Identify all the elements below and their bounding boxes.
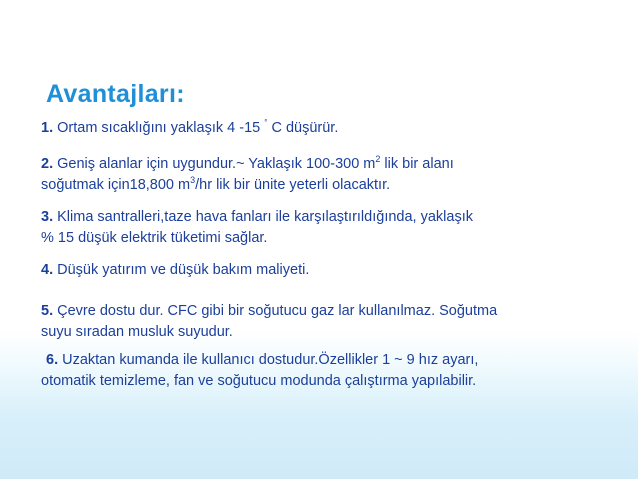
degree-symbol: ° bbox=[264, 118, 268, 127]
item-line bbox=[41, 175, 454, 196]
advantage-item-5 bbox=[41, 301, 497, 343]
item-text: Geniş alanlar için uygundur.~ Yaklaşık 100-300 m bbox=[53, 156, 376, 172]
advantage-item-4 bbox=[41, 260, 309, 281]
item-text: Düşük yatırım ve düşük bakım maliyeti. bbox=[53, 262, 310, 278]
item-number: 2. bbox=[41, 156, 54, 172]
item-text: lik bir alanı bbox=[380, 156, 454, 172]
item-number: 5. bbox=[41, 303, 54, 319]
item-line: suyu sıradan musluk suyudur. bbox=[41, 324, 233, 340]
item-text: /hr lik bir ünite yeterli olacaktır. bbox=[195, 177, 391, 193]
item-number: 3. bbox=[41, 209, 54, 225]
advantage-item-3 bbox=[41, 207, 473, 249]
item-number: 6. bbox=[46, 352, 59, 368]
item-text: Çevre dostu dur. CFC gibi bir soğutucu gaz lar kullanılmaz. Soğutma bbox=[53, 303, 498, 319]
item-number: 1. bbox=[41, 120, 54, 136]
item-line: % 15 düşük elektrik tüketimi sağlar. bbox=[41, 230, 268, 246]
item-line bbox=[41, 207, 473, 228]
superscript: 2 bbox=[375, 154, 381, 164]
item-text: Klima santralleri,taze hava fanları ile karşılaştırıldığında, yaklaşık bbox=[53, 209, 473, 225]
item-line bbox=[41, 301, 497, 322]
advantage-item-6 bbox=[41, 350, 478, 392]
item-text: C düşürür. bbox=[267, 120, 339, 136]
advantage-item-1 bbox=[41, 118, 338, 139]
superscript: 3 bbox=[190, 175, 196, 185]
item-line bbox=[41, 154, 454, 175]
item-text: Ortam sıcaklığını yaklaşık 4 -15 bbox=[53, 120, 265, 136]
item-line: otomatik temizleme, fan ve soğutucu modunda çalıştırma yapılabilir. bbox=[41, 373, 477, 389]
advantage-item-2 bbox=[41, 154, 454, 196]
slide-title: Avantajları: bbox=[46, 80, 185, 108]
item-line bbox=[41, 350, 478, 371]
item-number: 4. bbox=[41, 262, 54, 278]
item-text: Uzaktan kumanda ile kullanıcı dostudur.Özellikler 1 ~ 9 hız ayarı, bbox=[58, 352, 479, 368]
item-text: soğutmak için18,800 m bbox=[41, 177, 191, 193]
